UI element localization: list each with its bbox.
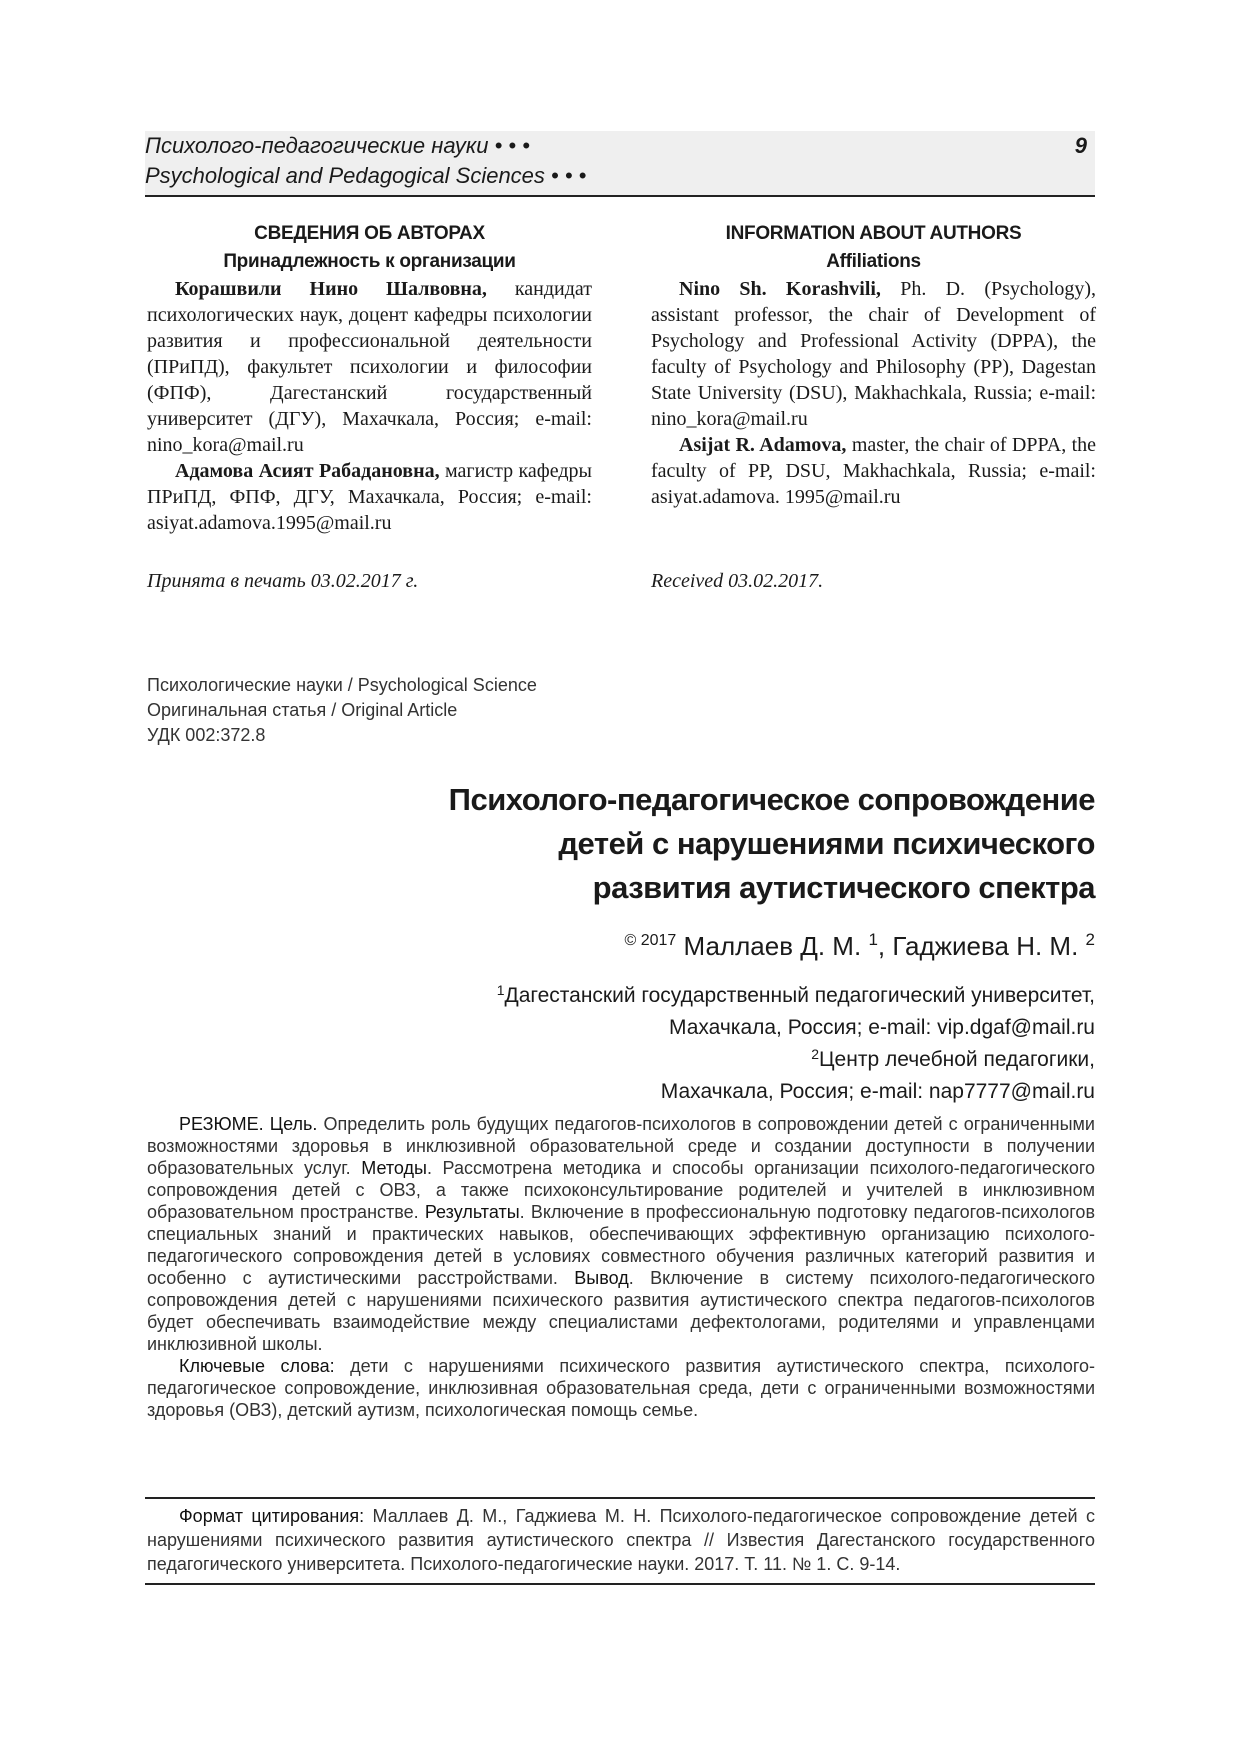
goal-text: Определить роль будущих педагогов-психологов в сопровождении детей с ограниченными возможностями здоровья в инклюзивной образовательной среде и создании доступности в получении образовательных услуг.	[147, 1114, 1095, 1178]
abstract	[147, 1113, 1095, 1421]
author1-details-en: Ph. D. (Psychology), assistant professor, the chair of Development of Psychology and Professional Activity (DPPA), the faculty of Psychology and Philosophy (PP), Dagestan State University (DSU), Makhachkala, Russia; e-mail: nino_kora@mail.ru	[651, 278, 1096, 430]
running-header	[145, 131, 1095, 197]
authors-info-en	[651, 220, 1096, 510]
authors-info-heading-ru: СВЕДЕНИЯ ОБ АВТОРАХ	[254, 223, 485, 244]
journal-title-en: Psychological and Pedagogical Sciences • • •	[145, 163, 587, 188]
author2: Гаджиева Н. М.	[892, 931, 1079, 961]
abstract-paragraph	[147, 1113, 1095, 1355]
conclusion-text: . Включение в систему психолого-педагогического сопровождения детей с нарушениями психического развития аутистического спектра педагогов-психологов будет обеспечивать взаимодействие между специалистами дефектологами, родителями и управленцами инклюзивной школы.	[147, 1268, 1096, 1354]
article-authors	[624, 930, 1095, 962]
methods-text: . Рассмотрена методика и способы организации психолого-педагогического сопровождения детей с ОВЗ, а также психоконсультирование родителей и учителей в инклюзивном образовательном пространстве.	[147, 1158, 1096, 1222]
author-separator: ,	[877, 931, 893, 961]
citation-bottom-rule	[145, 1583, 1095, 1585]
author2-sup: 2	[1085, 930, 1095, 949]
rubric-udc: УДК 002:372.8	[147, 725, 266, 745]
conclusion-label: Вывод	[574, 1268, 629, 1288]
affil1-line2: Махачкала, Россия; e-mail: vip.dgaf@mail.ru	[668, 1016, 1095, 1039]
affil1-line1: Дагестанский государственный педагогический университет,	[504, 984, 1095, 1007]
rubric-type: Оригинальная статья / Original Article	[147, 700, 458, 720]
abstract-label: РЕЗЮМЕ.	[179, 1114, 264, 1134]
author2-name-ru: Адамова Асият Рабадановна,	[175, 460, 440, 482]
citation-text: Маллаев Д. М., Гаджиева М. Н. Психолого-педагогическое сопровождение детей с нарушениями психического развития аутистического спектра // Известия Дагестанского государственного педагогического университета. Психолого-педагогические науки. 2017. Т. 11. № 1. С. 9-14.	[147, 1506, 1095, 1574]
affiliation-1	[295, 974, 1095, 1044]
goal-label: Цель.	[269, 1114, 318, 1134]
article-rubric	[147, 673, 537, 748]
title-line-2: детей с нарушениями психического	[558, 826, 1095, 861]
article-title	[295, 778, 1095, 910]
author2-details-ru: магистр кафедры ПРиПД, ФПФ, ДГУ, Махачкала, Россия; e-mail: asiyat.adamova.1995@mail.ru	[147, 460, 592, 534]
accepted-date: Принята в печать 03.02.2017 г.	[147, 570, 419, 592]
results-label: Результаты	[424, 1202, 520, 1222]
affiliations-heading-ru: Принадлежность к организации	[223, 251, 516, 272]
affil1-sup: 1	[496, 982, 505, 998]
author1-name-en: Nino Sh. Korashvili,	[679, 278, 881, 300]
affiliation-2	[295, 1038, 1095, 1108]
author1-name-ru: Корашвили Нино Шалвовна,	[175, 278, 487, 300]
citation-top-rule	[145, 1497, 1095, 1499]
affiliations-heading-en: Affiliations	[826, 251, 921, 272]
title-line-3: развития аутистического спектра	[592, 870, 1095, 905]
author1-details-ru: кандидат психологических наук, доцент кафедры психологии развития и профессиональной деятельности (ПРиПД), факультет психологии и философии (ФПФ), Дагестанский государственный университет (ДГУ), Махачкала, Россия; e-mail: nino_kora@mail.ru	[147, 278, 592, 456]
author1-info-en	[651, 276, 1096, 432]
citation-label: Формат цитирования:	[179, 1506, 365, 1526]
rubric-section: Психологические науки / Psychological Science	[147, 675, 537, 695]
keywords-text: дети с нарушениями психического развития аутистического спектра, психолого-педагогическое сопровождение, инклюзивная образовательная среда, дети с ограниченными возможностями здоровья (ОВЗ), детский аутизм, психологическая помощь семье.	[147, 1356, 1095, 1420]
keywords-label: Ключевые слова:	[179, 1356, 335, 1376]
received-date: Received 03.02.2017.	[651, 570, 824, 592]
author2-details-en: master, the chair of DPPA, the faculty of PP, DSU, Makhachkala, Russia; e-mail: asiyat.adamova. 1995@mail.ru	[651, 434, 1097, 508]
affil2-line2: Махачкала, Россия; e-mail: nap7777@mail.ru	[660, 1080, 1095, 1103]
keywords-paragraph	[147, 1355, 1095, 1421]
authors-info-ru	[147, 220, 592, 536]
author1-info-ru	[147, 276, 592, 458]
title-line-1: Психолого-педагогическое сопровождение	[448, 782, 1095, 817]
affil2-line1: Центр лечебной педагогики,	[819, 1048, 1095, 1071]
page-number: 9	[1074, 133, 1087, 158]
affil2-sup: 2	[811, 1046, 820, 1062]
journal-title-ru: Психолого-педагогические науки • • •	[145, 133, 530, 158]
author2-name-en: Asijat R. Adamova,	[679, 434, 847, 456]
citation-format	[147, 1504, 1095, 1576]
results-text: . Включение в профессиональную подготовку педагогов-психологов специальных знаний и практических навыков, обеспечивающих эффективную организацию психолого-педагогического сопровождения детей в условиях совместного обучения различных категорий развития и особенно с аутистическими расстройствами.	[147, 1202, 1096, 1288]
copyright: © 2017	[624, 932, 677, 949]
author1: Маллаев Д. М.	[683, 931, 862, 961]
methods-label: Методы	[361, 1158, 427, 1178]
author2-info-en	[651, 432, 1096, 510]
authors-info-heading-en: INFORMATION ABOUT AUTHORS	[725, 223, 1022, 244]
author1-sup: 1	[868, 930, 878, 949]
author2-info-ru	[147, 458, 592, 536]
